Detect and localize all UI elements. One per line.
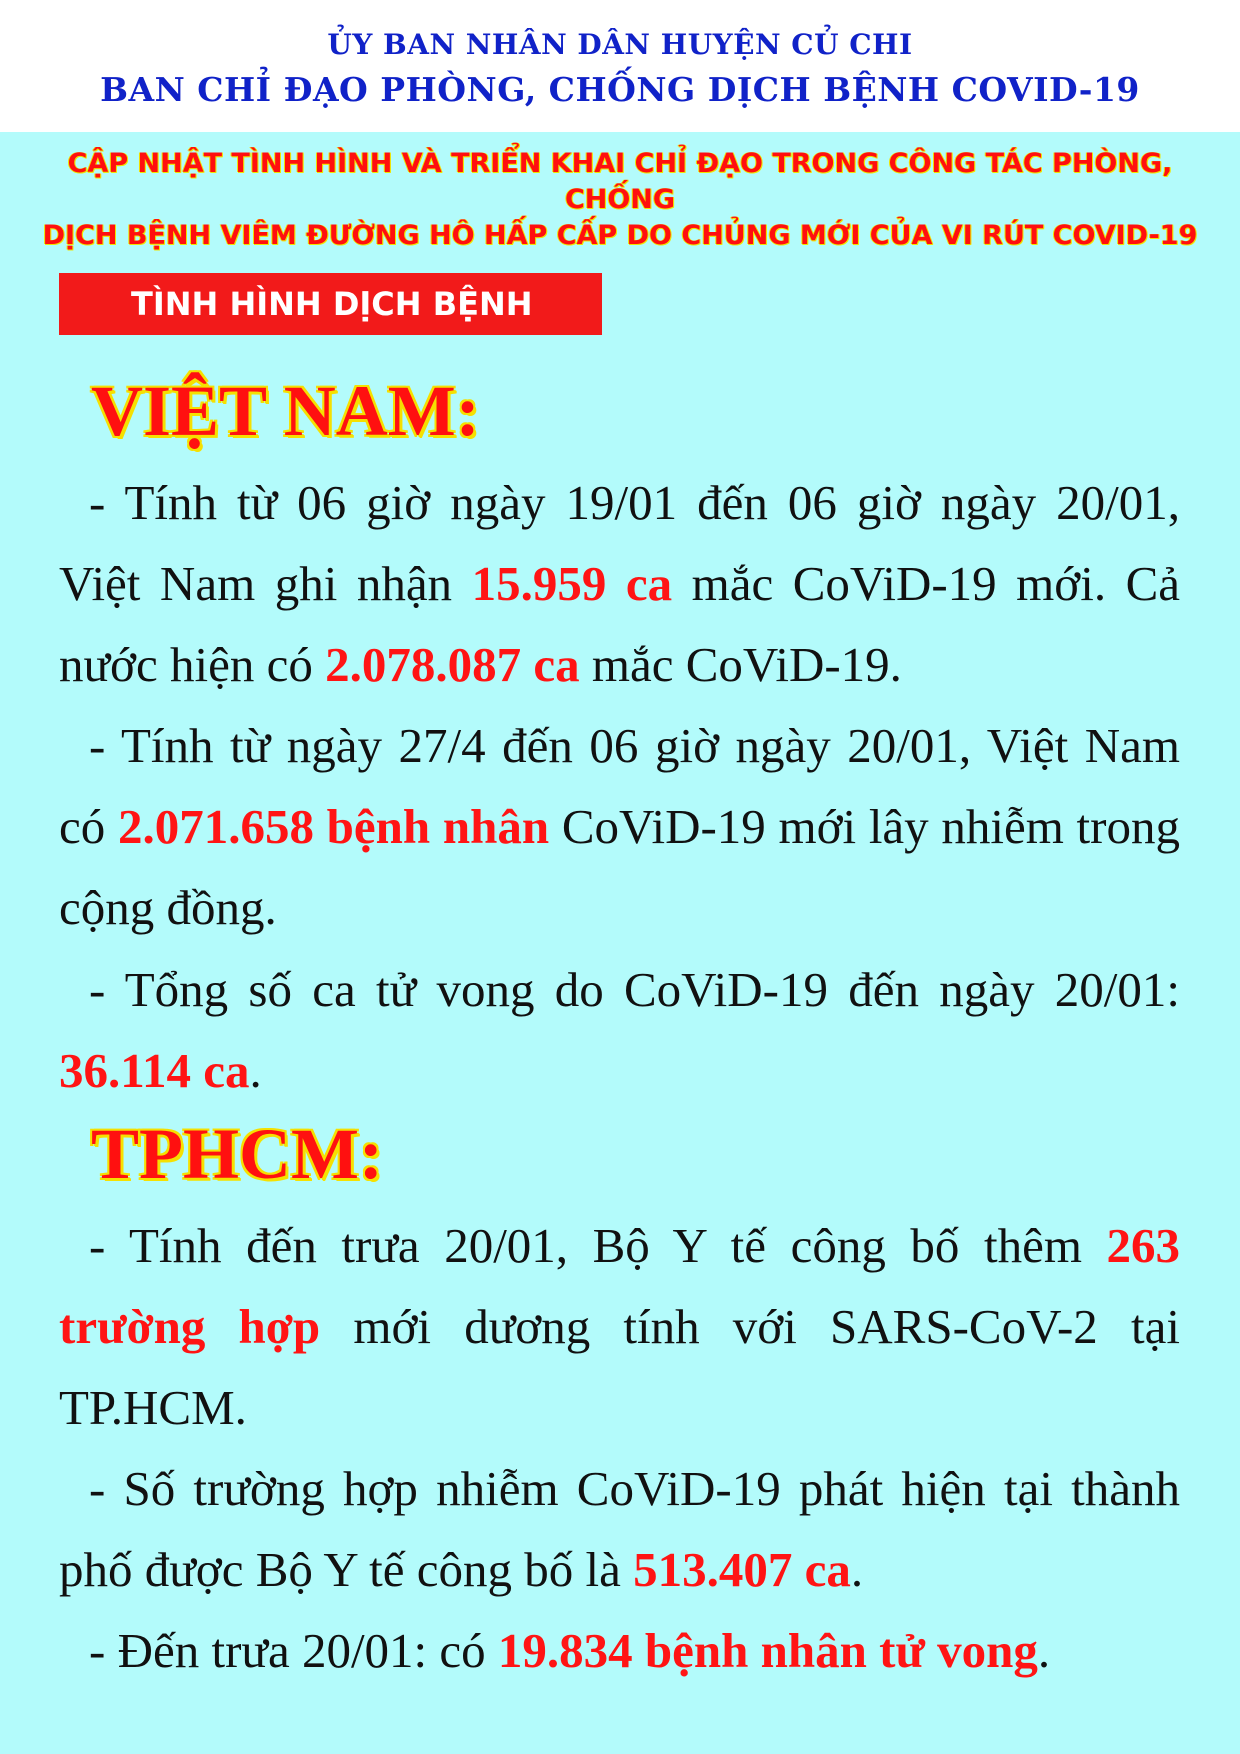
paragraph-hcm-deaths (59, 1610, 1180, 1691)
text: - Tính từ 06 giờ ngày 19/01 đến 06 giờ ngày 20/01, Việt Nam ghi nhận (59, 475, 1180, 611)
text: mắc CoViD-19. (579, 637, 902, 692)
paragraph-community-cases (59, 705, 1180, 948)
text: . (850, 1542, 864, 1597)
highlight-deaths: 36.114 ca (59, 1043, 250, 1098)
paragraph-hcm-total-cases (59, 1448, 1180, 1610)
document-subtitle (30, 146, 1210, 254)
text: mắc CoViD-19 mới. Cả nước hiện có (59, 556, 1181, 692)
heading-vietnam: VIỆT NAM: (91, 371, 480, 451)
text: - Tổng số ca tử vong do CoViD-19 đến ngày 20/01: (89, 962, 1180, 1017)
text: - Tính đến trưa 20/01, Bộ Y tế công bố thêm (89, 1218, 1107, 1273)
text: CoViD-19 mới lây nhiễm trong cộng đồng. (59, 799, 1180, 935)
text: . (1037, 1623, 1051, 1678)
text: - Số trường hợp nhiễm CoViD-19 phát hiện tại thành phố được Bộ Y tế công bố là (59, 1461, 1180, 1597)
subtitle-line-2: DỊCH BỆNH VIÊM ĐƯỜNG HÔ HẤP CẤP DO CHỦNG MỚI CỦA VI RÚT COVID-19 (42, 220, 1198, 251)
heading-tphcm: TPHCM: (91, 1114, 383, 1194)
header-banner (0, 0, 1240, 132)
text: - Đến trưa 20/01: có (89, 1623, 498, 1678)
highlight-hcm-deaths: 19.834 bệnh nhân tử vong (497, 1623, 1038, 1678)
highlight-community-patients: 2.071.658 bệnh nhân (117, 799, 550, 854)
subtitle-line-1: CẬP NHẬT TÌNH HÌNH VÀ TRIỂN KHAI CHỈ ĐẠO TRONG CÔNG TÁC PHÒNG, CHỐNG (67, 148, 1173, 215)
highlight-hcm-total-cases: 513.407 ca (633, 1542, 851, 1597)
highlight-total-cases: 2.078.087 ca (325, 637, 580, 692)
header-org-name: ỦY BAN NHÂN DÂN HUYỆN CỦ CHI (327, 28, 913, 61)
paragraph-deaths (59, 949, 1180, 1111)
text: - Tính từ ngày 27/4 đến 06 giờ ngày 20/01, Việt Nam có (59, 718, 1180, 854)
header-committee-name: BAN CHỈ ĐẠO PHÒNG, CHỐNG DỊCH BỆNH COVID-19 (100, 70, 1140, 109)
paragraph-hcm-new-cases (59, 1205, 1180, 1448)
text: . (249, 1043, 262, 1098)
text: mới dương tính với SARS-CoV-2 tại TP.HCM. (59, 1299, 1180, 1435)
section-label: TÌNH HÌNH DỊCH BỆNH (59, 273, 602, 335)
paragraph-new-cases (59, 462, 1180, 705)
highlight-new-cases: 15.959 ca (471, 556, 673, 611)
highlight-hcm-new-cases: 263 trường hợp (59, 1218, 1180, 1354)
